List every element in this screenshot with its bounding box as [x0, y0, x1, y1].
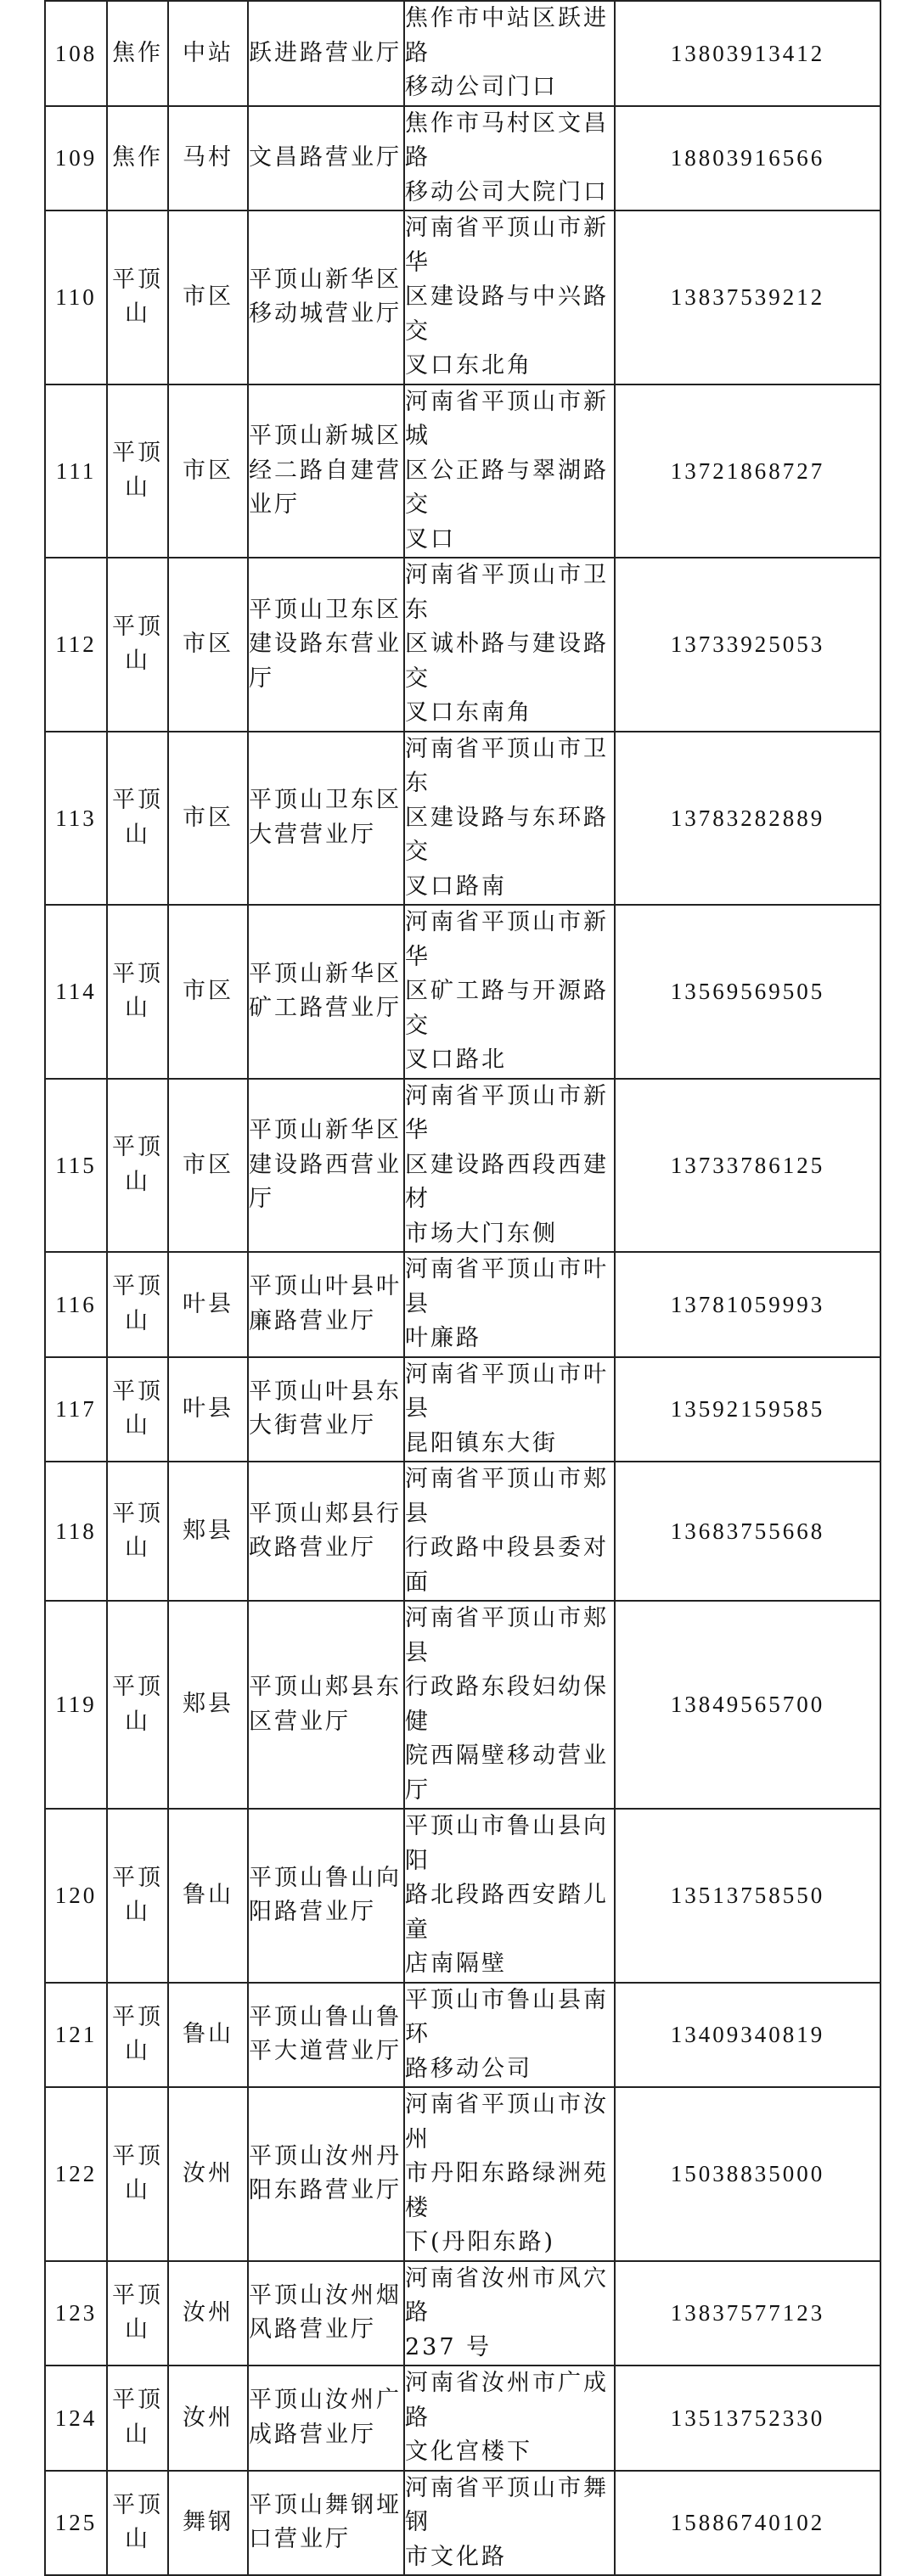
table-row [45, 1079, 880, 1253]
city-cell [107, 905, 168, 1079]
county-cell-text: 叶县 [183, 1290, 233, 1317]
county-cell [168, 1983, 248, 2088]
address-cell [404, 1809, 615, 1983]
city-cell [107, 1983, 168, 2088]
row-number-cell-text: 111 [55, 457, 97, 484]
row-number-cell [45, 1601, 107, 1809]
phone-cell-text: 13803913412 [670, 40, 825, 66]
county-cell-text: 市区 [183, 283, 233, 310]
hall-name-cell-text: 平顶山新华区 建设路西营业 厅 [249, 1117, 402, 1212]
address-cell-text: 河南省平顶山市汝州 市丹阳东路绿洲苑楼 下(丹阳东路) [405, 2091, 609, 2255]
row-number-cell [45, 1079, 107, 1253]
row-number-cell-text: 115 [55, 1152, 97, 1178]
table-row [45, 1983, 880, 2088]
row-number-cell-text: 121 [54, 2022, 98, 2047]
hall-name-cell-text: 平顶山新华区 矿工路营业厅 [249, 960, 402, 1022]
row-number-cell [45, 1252, 107, 1357]
hall-name-cell [248, 2261, 404, 2366]
phone-cell-text: 15038835000 [670, 2161, 825, 2186]
hall-name-cell-text: 平顶山卫东区 建设路东营业 厅 [249, 596, 402, 692]
county-cell [168, 558, 248, 732]
row-number-cell [45, 2471, 107, 2576]
city-cell [107, 2261, 168, 2366]
phone-cell [615, 1601, 880, 1809]
address-cell-text: 河南省平顶山市新华 区建设路与中兴路交 叉口东北角 [405, 215, 609, 379]
county-cell-text: 中站 [183, 39, 233, 66]
row-number-cell-text: 112 [55, 631, 97, 657]
row-number-cell [45, 1809, 107, 1983]
row-number-cell-text: 118 [55, 1518, 97, 1544]
phone-cell [615, 2087, 880, 2261]
phone-cell [615, 1, 880, 106]
city-cell [107, 384, 168, 558]
address-cell-text: 焦作市马村区文昌路 移动公司大院门口 [405, 109, 609, 205]
table-row [45, 1357, 880, 1462]
table-row [45, 2366, 880, 2471]
address-cell-text: 焦作市中站区跃进路 移动公司门口 [405, 5, 609, 100]
city-cell [107, 106, 168, 211]
city-cell-text: 平顶 山 [112, 960, 163, 1022]
county-cell [168, 2471, 248, 2576]
row-number-cell-text: 117 [55, 1396, 97, 1422]
city-cell-text: 焦作 [112, 144, 163, 171]
row-number-cell [45, 2366, 107, 2471]
hall-name-cell-text: 平顶山卫东区 大营营业厅 [249, 787, 402, 848]
row-number-cell-text: 123 [54, 2300, 98, 2326]
row-number-cell [45, 1462, 107, 1601]
row-number-cell-text: 119 [55, 1692, 97, 1718]
address-cell [404, 732, 615, 906]
row-number-cell-text: 122 [54, 2161, 98, 2186]
table-row [45, 210, 880, 384]
city-cell-text: 平顶 山 [112, 2003, 163, 2065]
table-row [45, 384, 880, 558]
address-cell-text: 河南省平顶山市新城 区公正路与翠湖路交 叉口 [405, 388, 609, 553]
phone-cell [615, 1462, 880, 1601]
address-cell-text: 河南省平顶山市舞钢 市文化路 [405, 2474, 609, 2570]
city-cell-text: 平顶 山 [112, 1500, 163, 1561]
row-number-cell-text: 114 [55, 979, 97, 1004]
hall-name-cell-text: 平顶山新华区 移动城营业厅 [249, 266, 402, 328]
city-cell-text: 平顶 山 [112, 1378, 163, 1440]
phone-cell-text: 13409340819 [670, 2022, 825, 2047]
hall-name-cell [248, 2471, 404, 2576]
county-cell [168, 732, 248, 906]
table-row [45, 1462, 880, 1601]
address-cell-text: 河南省平顶山市叶县 叶廉路 [405, 1256, 609, 1351]
row-number-cell-text: 120 [54, 1883, 98, 1908]
table-row [45, 1252, 880, 1357]
hall-name-cell-text: 平顶山郏县行 政路营业厅 [249, 1500, 402, 1561]
address-cell-text: 河南省平顶山市郏县 行政路东段妇幼保健 院西隔壁移动营业厅 [405, 1605, 609, 1804]
city-cell [107, 558, 168, 732]
hall-name-cell [248, 1601, 404, 1809]
table-row [45, 2087, 880, 2261]
row-number-cell-text: 110 [55, 284, 97, 310]
hall-name-cell-text: 平顶山汝州广 成路营业厅 [249, 2387, 402, 2448]
table-row [45, 1601, 880, 1809]
county-cell-text: 市区 [183, 1151, 233, 1178]
address-cell [404, 1462, 615, 1601]
city-cell [107, 210, 168, 384]
city-cell [107, 2087, 168, 2261]
phone-cell-text: 15886740102 [670, 2510, 825, 2535]
hall-name-cell [248, 1357, 404, 1462]
address-cell [404, 210, 615, 384]
row-number-cell [45, 210, 107, 384]
hall-name-cell-text: 平顶山叶县东 大街营业厅 [249, 1378, 402, 1440]
table-row [45, 1809, 880, 1983]
phone-cell [615, 1357, 880, 1462]
address-cell-text: 河南省平顶山市卫东 区建设路与东环路交 叉口路南 [405, 735, 609, 900]
hall-name-cell-text: 文昌路营业厅 [249, 144, 402, 171]
county-cell [168, 384, 248, 558]
row-number-cell-text: 113 [55, 805, 97, 831]
address-cell [404, 106, 615, 211]
row-number-cell-text: 108 [54, 40, 98, 66]
address-cell [404, 2261, 615, 2366]
hall-name-cell [248, 1983, 404, 2088]
hall-name-cell-text: 平顶山叶县叶 廉路营业厅 [249, 1273, 402, 1334]
city-cell-text: 平顶 山 [112, 613, 163, 675]
city-cell [107, 1252, 168, 1357]
row-number-cell [45, 1357, 107, 1462]
table-row [45, 905, 880, 1079]
phone-cell-text: 13733925053 [670, 631, 825, 657]
city-cell-text: 平顶 山 [112, 440, 163, 501]
phone-cell-text: 13783282889 [670, 805, 825, 831]
phone-cell [615, 384, 880, 558]
county-cell [168, 2366, 248, 2471]
city-cell-text: 平顶 山 [112, 1134, 163, 1195]
county-cell [168, 1, 248, 106]
table-row [45, 1, 880, 106]
row-number-cell [45, 2087, 107, 2261]
address-cell [404, 905, 615, 1079]
row-number-cell [45, 384, 107, 558]
address-cell [404, 2471, 615, 2576]
phone-cell-text: 13513752330 [670, 2405, 825, 2431]
phone-cell-text: 13569569505 [670, 979, 825, 1004]
county-cell-text: 汝州 [183, 2404, 233, 2431]
address-cell-text: 平顶山市鲁山县向阳 路北段路西安踏儿童 店南隔壁 [405, 1813, 609, 1977]
phone-cell [615, 1252, 880, 1357]
table-row [45, 732, 880, 906]
hall-name-cell-text: 平顶山汝州丹 阳东路营业厅 [249, 2142, 402, 2204]
hall-name-cell [248, 905, 404, 1079]
city-cell-text: 平顶 山 [112, 1273, 163, 1334]
phone-cell [615, 2261, 880, 2366]
address-cell-text: 河南省平顶山市郏县 行政路中段县委对面 [405, 1466, 609, 1596]
address-cell [404, 1601, 615, 1809]
county-cell-text: 马村 [183, 144, 233, 171]
phone-cell-text: 13733786125 [670, 1152, 825, 1178]
phone-cell [615, 1079, 880, 1253]
table-row [45, 2261, 880, 2366]
county-cell [168, 1079, 248, 1253]
address-cell [404, 384, 615, 558]
service-hall-table [44, 0, 881, 2576]
city-cell-text: 平顶 山 [112, 2142, 163, 2204]
hall-name-cell-text: 跃进路营业厅 [249, 39, 402, 66]
hall-name-cell-text: 平顶山舞钢垭 口营业厅 [249, 2491, 402, 2553]
city-cell-text: 平顶 山 [112, 2281, 163, 2343]
county-cell-text: 市区 [183, 804, 233, 831]
address-cell [404, 2366, 615, 2471]
hall-name-cell-text: 平顶山新城区 经二路自建营 业厅 [249, 423, 402, 518]
city-cell-text: 平顶 山 [112, 1674, 163, 1735]
city-cell [107, 2471, 168, 2576]
city-cell [107, 1462, 168, 1601]
address-cell-text: 河南省平顶山市新华 区建设路西段西建材 市场大门东侧 [405, 1082, 609, 1247]
address-cell [404, 1252, 615, 1357]
county-cell [168, 1462, 248, 1601]
hall-name-cell-text: 平顶山鲁山鲁 平大道营业厅 [249, 2003, 402, 2065]
city-cell [107, 1357, 168, 1462]
phone-cell [615, 210, 880, 384]
phone-cell [615, 106, 880, 211]
county-cell-text: 郏县 [183, 1517, 233, 1544]
phone-cell-text: 13513758550 [670, 1883, 825, 1908]
city-cell [107, 1809, 168, 1983]
phone-cell [615, 732, 880, 906]
city-cell [107, 1601, 168, 1809]
phone-cell-text: 13837539212 [670, 284, 825, 310]
row-number-cell [45, 1983, 107, 2088]
phone-cell-text: 18803916566 [670, 145, 825, 171]
phone-cell [615, 558, 880, 732]
phone-cell-text: 13781059993 [670, 1291, 825, 1317]
county-cell [168, 1252, 248, 1357]
address-cell-text: 河南省平顶山市叶县 昆阳镇东大街 [405, 1361, 609, 1456]
county-cell-text: 郏县 [183, 1691, 233, 1718]
table-row [45, 2471, 880, 2576]
hall-name-cell [248, 1, 404, 106]
address-cell-text: 河南省汝州市风穴路 237 号 [405, 2265, 609, 2360]
city-cell-text: 焦作 [112, 39, 163, 66]
phone-cell-text: 13837577123 [670, 2300, 825, 2326]
row-number-cell-text: 125 [54, 2510, 98, 2535]
county-cell-text: 舞钢 [183, 2509, 233, 2535]
city-cell-text: 平顶 山 [112, 1864, 163, 1926]
county-cell-text: 鲁山 [183, 2021, 233, 2047]
hall-name-cell-text: 平顶山汝州烟 风路营业厅 [249, 2281, 402, 2343]
row-number-cell [45, 2261, 107, 2366]
hall-name-cell [248, 1462, 404, 1601]
hall-name-cell [248, 1079, 404, 1253]
city-cell [107, 1, 168, 106]
table-row [45, 558, 880, 732]
city-cell-text: 平顶 山 [112, 787, 163, 848]
address-cell-text: 河南省汝州市广成路 文化宫楼下 [405, 2370, 609, 2465]
table-body [45, 1, 880, 2575]
phone-cell [615, 2366, 880, 2471]
county-cell [168, 210, 248, 384]
phone-cell [615, 905, 880, 1079]
county-cell-text: 市区 [183, 631, 233, 657]
phone-cell-text: 13721868727 [670, 457, 825, 484]
row-number-cell-text: 109 [54, 145, 98, 171]
phone-cell-text: 13592159585 [670, 1396, 825, 1422]
county-cell [168, 1357, 248, 1462]
city-cell-text: 平顶 山 [112, 266, 163, 328]
address-cell [404, 2087, 615, 2261]
hall-name-cell [248, 732, 404, 906]
county-cell [168, 2261, 248, 2366]
row-number-cell [45, 732, 107, 906]
county-cell-text: 鲁山 [183, 1882, 233, 1908]
hall-name-cell [248, 210, 404, 384]
county-cell-text: 市区 [183, 457, 233, 484]
city-cell-text: 平顶 山 [112, 2387, 163, 2448]
address-cell-text: 河南省平顶山市新华 区矿工路与开源路交 叉口路北 [405, 909, 609, 1073]
city-cell [107, 732, 168, 906]
phone-cell [615, 2471, 880, 2576]
city-cell [107, 1079, 168, 1253]
row-number-cell [45, 106, 107, 211]
hall-name-cell [248, 106, 404, 211]
address-cell [404, 1357, 615, 1462]
county-cell [168, 905, 248, 1079]
hall-name-cell [248, 558, 404, 732]
row-number-cell-text: 116 [55, 1291, 97, 1317]
hall-name-cell [248, 1809, 404, 1983]
hall-name-cell [248, 2366, 404, 2471]
address-cell [404, 1079, 615, 1253]
table-row [45, 106, 880, 211]
county-cell-text: 叶县 [183, 1395, 233, 1422]
address-cell-text: 河南省平顶山市卫东 区诚朴路与建设路交 叉口东南角 [405, 562, 609, 726]
county-cell [168, 1809, 248, 1983]
hall-name-cell [248, 2087, 404, 2261]
phone-cell [615, 1983, 880, 2088]
hall-name-cell [248, 1252, 404, 1357]
county-cell-text: 汝州 [183, 2299, 233, 2326]
address-cell [404, 558, 615, 732]
row-number-cell [45, 558, 107, 732]
phone-cell-text: 13683755668 [670, 1518, 825, 1544]
county-cell-text: 市区 [183, 978, 233, 1004]
row-number-cell [45, 1, 107, 106]
hall-name-cell [248, 384, 404, 558]
phone-cell [615, 1809, 880, 1983]
county-cell [168, 106, 248, 211]
row-number-cell [45, 905, 107, 1079]
address-cell [404, 1983, 615, 2088]
row-number-cell-text: 124 [54, 2405, 98, 2431]
city-cell-text: 平顶 山 [112, 2491, 163, 2553]
address-cell [404, 1, 615, 106]
hall-name-cell-text: 平顶山鲁山向 阳路营业厅 [249, 1864, 402, 1926]
city-cell [107, 2366, 168, 2471]
phone-cell-text: 13849565700 [670, 1692, 825, 1718]
county-cell [168, 1601, 248, 1809]
address-cell-text: 平顶山市鲁山县南环 路移动公司 [405, 1986, 609, 2082]
county-cell [168, 2087, 248, 2261]
county-cell-text: 汝州 [183, 2160, 233, 2186]
hall-name-cell-text: 平顶山郏县东 区营业厅 [249, 1674, 402, 1735]
